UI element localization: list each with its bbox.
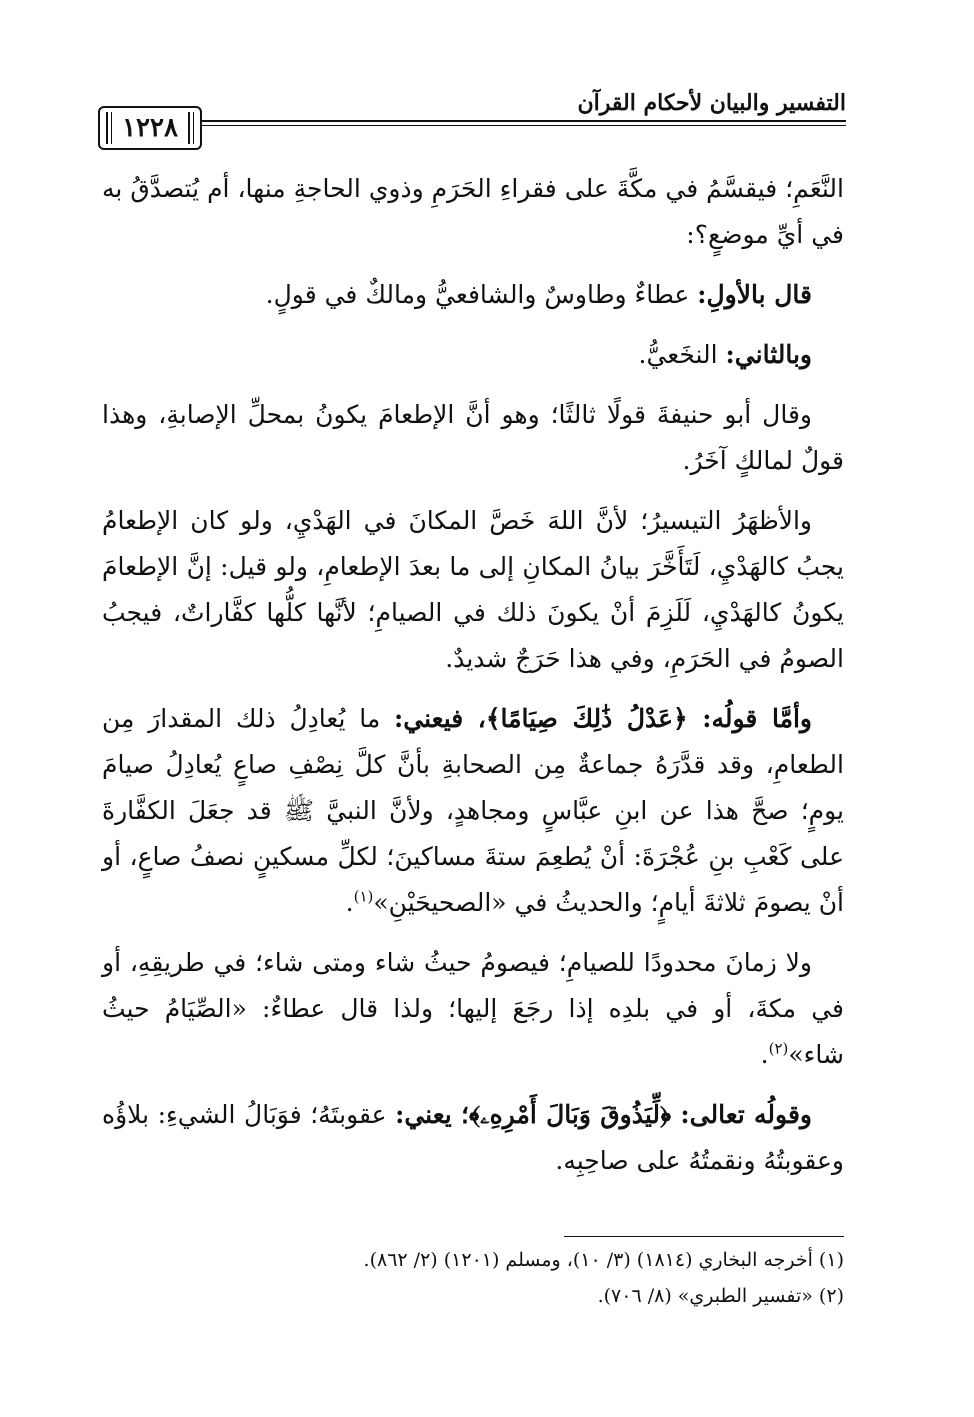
paragraph-6 xyxy=(102,696,844,926)
paragraph-tail: . xyxy=(345,888,354,917)
paragraph-4 xyxy=(102,392,844,484)
header-rule-thin xyxy=(98,125,846,126)
footnote-1: (١) أخرجه البخاري (١٨١٤) (٣/ ١٠)، ومسلم (١٢٠١) (٢/ ٨٦٢). xyxy=(363,1249,844,1271)
footnote-ref-1[interactable]: (١) xyxy=(353,887,374,906)
footnote-separator xyxy=(564,1236,844,1237)
paragraph-1 xyxy=(102,166,844,258)
paragraph-text: عطاءٌ وطاوسٌ والشافعيُّ ومالكٌ في قولٍ. xyxy=(265,280,698,309)
main-text xyxy=(102,166,844,1198)
paragraph-3 xyxy=(102,332,844,378)
paragraph-lead: قال بالأولِ: xyxy=(697,280,812,309)
paragraph-text: وقال أبو حنيفةَ قولًا ثالثًا؛ وهو أنَّ الإطعامَ يكونُ بمحلِّ الإصابةِ، وهذا قولٌ لمالكٍ آخَرُ. xyxy=(102,400,844,475)
paragraph-text: ولا زمانَ محدودًا للصيامِ؛ فيصومُ حيثُ شاء ومتى شاء؛ في طريقِهِ، أو في مكةَ، أو في بلدِه إذا رجَعَ إليها؛ ولذا قال عطاءٌ: «الصِّيَامُ حيثُ شاء» xyxy=(102,948,844,1069)
paragraph-text: النخَعيُّ. xyxy=(638,340,726,369)
running-title: التفسير والبيان لأحكام القرآن xyxy=(577,90,846,116)
page-header xyxy=(98,88,846,160)
paragraph-lead: وأمَّا قولُه: ﴿عَدْلُ ذَٰلِكَ صِيَامًا﴾، فيعني: xyxy=(394,704,812,733)
paragraph-text: النَّعَمِ؛ فيقسَّمُ في مكَّةَ على فقراءِ الحَرَمِ وذوي الحاجةِ منها، أم يُتصدَّقُ به في أيِّ موضعٍ؟: xyxy=(102,174,844,249)
paragraph-5 xyxy=(102,498,844,682)
paragraph-2 xyxy=(102,272,844,318)
paragraph-text: والأظهَرُ التيسيرُ؛ لأنَّ اللهَ خَصَّ المكانَ في الهَدْيِ، ولو كان الإطعامُ يجبُ كالهَدْيِ، لَتَأَخَّرَ بيانُ المكانِ إلى ما بعدَ الإطعامِ، ولو قيل: إنَّ الإطعامَ يكونُ كالهَدْيِ، لَلَزِمَ أنْ يكونَ ذلك في الصيامِ؛ لأنَّها كلُّها كفَّاراتٌ، فيجبُ الصومُ في الحَرَمِ، وفي هذا حَرَجٌ شديدٌ. xyxy=(102,506,844,673)
paragraph-lead: وبالثاني: xyxy=(725,340,812,369)
page-number: ١٢٢٨ xyxy=(98,106,202,150)
footnote-ref-2[interactable]: (٢) xyxy=(768,1039,789,1058)
header-rule xyxy=(98,120,846,122)
paragraph-lead: وقولُه تعالى: ﴿لِّيَذُوقَ وَبَالَ أَمْرِهِۦ﴾؛ يعني: xyxy=(395,1100,812,1129)
paragraph-text: ما يُعادِلُ ذلك المقدارَ مِن الطعامِ، وقد قدَّرَهُ جماعةٌ مِن الصحابةِ بأنَّ كلَّ نِصْفِ صاعٍ يُعادِلُ صيامَ يومٍ؛ صحَّ هذا عن ابنِ عبَّاسٍ ومجاهدٍ، ولأنَّ النبيَّ ﷺ قد جعَلَ الكفَّارةَ على كَعْبِ بنِ عُجْرَةَ: أنْ يُطعِمَ ستةَ مساكينَ؛ لكلِّ مسكينٍ نصفُ صاعٍ، أو أنْ يصومَ ثلاثةَ أيامٍ؛ والحديثُ في «الصحيحَيْنِ» xyxy=(102,704,844,917)
paragraph-8 xyxy=(102,1092,844,1184)
footnote-2: (٢) «تفسير الطبري» (٨/ ٧٠٦). xyxy=(597,1285,844,1307)
paragraph-tail: . xyxy=(760,1040,769,1069)
paragraph-text: عقوبتَهُ؛ فوَبَالُ الشيءِ: بلاؤُه وعقوبتُهُ ونقمتُهُ على صاحِبِه. xyxy=(102,1100,844,1175)
footnotes xyxy=(102,1242,844,1314)
paragraph-7 xyxy=(102,940,844,1078)
